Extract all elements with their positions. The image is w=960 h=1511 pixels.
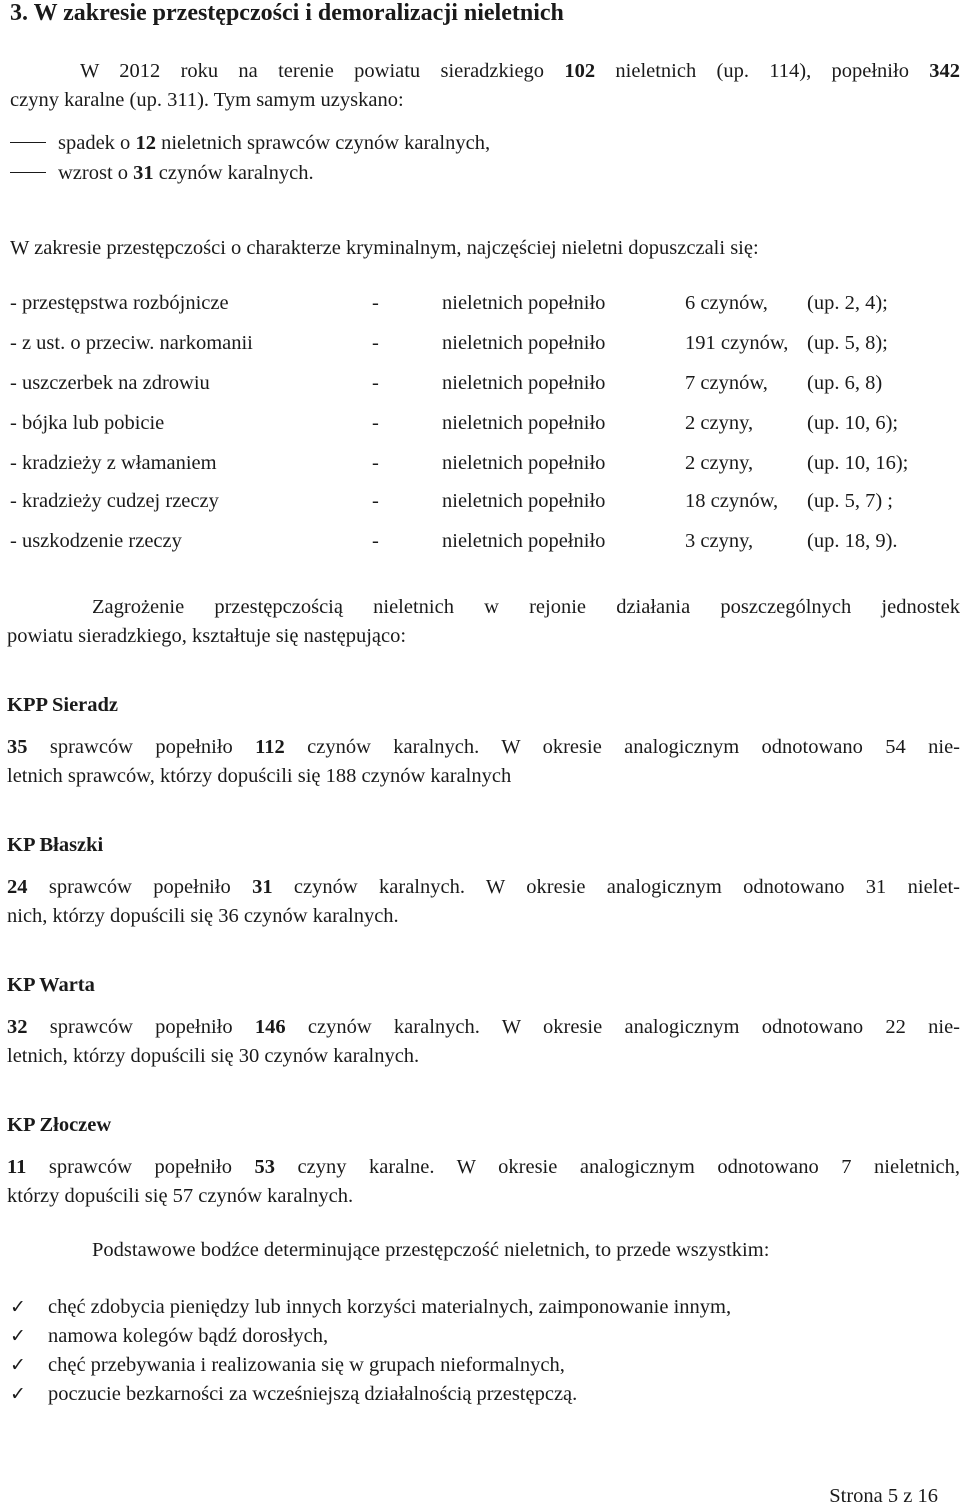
unit-heading: KP Błaszki bbox=[7, 834, 104, 856]
crime-type: - z ust. o przeciw. narkomanii bbox=[10, 332, 253, 354]
unit-text: sprawców popełniło bbox=[27, 736, 256, 758]
unit-offenders-count: 24 bbox=[7, 876, 28, 898]
intro-count-juveniles: 102 bbox=[564, 60, 596, 82]
factor-item bbox=[10, 1351, 565, 1380]
unit-text: czynów karalnych. W okresie analogicznym odnotowano 22 nie- bbox=[285, 1016, 960, 1038]
intro-line-1 bbox=[80, 57, 960, 86]
dash-bullet bbox=[10, 172, 46, 173]
unit-text: sprawców popełniło bbox=[26, 1156, 255, 1178]
unit-line-2: letnich sprawców, którzy dopuścili się 188 czynów karalnych bbox=[7, 765, 512, 787]
crime-verb: nieletnich popełniło bbox=[442, 372, 606, 394]
factor-text: namowa kolegów bądź dorosłych, bbox=[48, 1325, 329, 1347]
crime-previous: (up. 10, 6); bbox=[807, 412, 899, 434]
unit-acts-count: 112 bbox=[255, 736, 285, 758]
unit-text: czynów karalnych. W okresie analogicznym odnotowano 54 nie- bbox=[284, 736, 960, 758]
unit-line-1 bbox=[7, 733, 960, 762]
unit-acts-count: 53 bbox=[254, 1156, 276, 1178]
crime-dash: - bbox=[372, 452, 379, 474]
crime-type: - kradzieży cudzej rzeczy bbox=[10, 490, 219, 512]
crime-type: - bójka lub pobicie bbox=[10, 412, 165, 434]
crime-acts: 7 czynów, bbox=[685, 372, 768, 394]
crime-previous: (up. 5, 8); bbox=[807, 332, 888, 354]
intro-text: nieletnich (up. 114), popełniło bbox=[595, 60, 930, 82]
crime-acts: 191 czynów, bbox=[685, 332, 789, 354]
unit-text: czyny karalne. W okresie analogicznym odnotowano 7 nieletnich, bbox=[275, 1156, 960, 1178]
unit-line-2: nich, którzy dopuścili się 36 czynów karalnych. bbox=[7, 905, 399, 927]
crime-type: - uszkodzenie rzeczy bbox=[10, 530, 182, 552]
factor-item bbox=[10, 1380, 577, 1409]
factor-text: chęć przebywania i realizowania się w grupach nieformalnych, bbox=[48, 1354, 565, 1376]
unit-line-2: którzy dopuścili się 57 czynów karalnych. bbox=[7, 1185, 354, 1207]
crime-dash: - bbox=[372, 332, 379, 354]
checkmark-icon: ✓ bbox=[10, 1383, 26, 1405]
dash-item-number: 12 bbox=[135, 132, 156, 154]
unit-acts-count: 146 bbox=[254, 1016, 286, 1038]
dash-item-text: spadek o bbox=[58, 132, 136, 154]
crime-verb: nieletnich popełniło bbox=[442, 292, 606, 314]
unit-line-1 bbox=[7, 1013, 960, 1042]
unit-heading: KP Złoczew bbox=[7, 1114, 112, 1136]
dash-item bbox=[10, 159, 314, 188]
factor-item bbox=[10, 1322, 328, 1351]
crime-previous: (up. 10, 16); bbox=[807, 452, 909, 474]
unit-heading: KPP Sieradz bbox=[7, 694, 119, 716]
crime-acts: 3 czyny, bbox=[685, 530, 754, 552]
crime-dash: - bbox=[372, 372, 379, 394]
dash-item-text: nieletnich sprawców czynów karalnych, bbox=[155, 132, 491, 154]
checkmark-icon: ✓ bbox=[10, 1296, 26, 1318]
factor-text: poczucie bezkarności za wcześniejszą działalnością przestępczą. bbox=[48, 1383, 578, 1405]
crime-dash: - bbox=[372, 490, 379, 512]
crime-type: - przestępstwa rozbójnicze bbox=[10, 292, 229, 314]
section-heading: 3. W zakresie przestępczości i demoralizacji nieletnich bbox=[10, 0, 564, 26]
threat-line-2: powiatu sieradzkiego, kształtuje się następująco: bbox=[7, 625, 407, 647]
dash-item bbox=[10, 129, 490, 158]
crime-verb: nieletnich popełniło bbox=[442, 332, 606, 354]
factor-text: chęć zdobycia pieniędzy lub innych korzyści materialnych, zaimponowanie innym, bbox=[48, 1296, 732, 1318]
crime-previous: (up. 2, 4); bbox=[807, 292, 888, 314]
unit-text: czynów karalnych. W okresie analogicznym odnotowano 31 nielet- bbox=[272, 876, 960, 898]
unit-line-2: letnich, którzy dopuścili się 30 czynów karalnych. bbox=[7, 1045, 420, 1067]
crime-verb: nieletnich popełniło bbox=[442, 530, 606, 552]
checkmark-icon: ✓ bbox=[10, 1325, 26, 1347]
dash-item-text: czynów karalnych. bbox=[153, 162, 314, 184]
dash-bullet bbox=[10, 142, 46, 143]
crime-dash: - bbox=[372, 412, 379, 434]
crime-previous: (up. 5, 7) ; bbox=[807, 490, 893, 512]
unit-text: sprawców popełniło bbox=[27, 876, 253, 898]
factors-intro: Podstawowe bodźce determinujące przestępczość nieletnich, to przede wszystkim: bbox=[92, 1239, 770, 1261]
unit-acts-count: 31 bbox=[252, 876, 273, 898]
unit-heading: KP Warta bbox=[7, 974, 95, 996]
crime-dash: - bbox=[372, 530, 379, 552]
dash-item-number: 31 bbox=[133, 162, 154, 184]
crime-intro: W zakresie przestępczości o charakterze kryminalnym, najczęściej nieletni dopuszczali się: bbox=[10, 237, 759, 259]
crime-previous: (up. 18, 9). bbox=[807, 530, 898, 552]
crime-acts: 2 czyny, bbox=[685, 452, 754, 474]
crime-verb: nieletnich popełniło bbox=[442, 452, 606, 474]
factor-item bbox=[10, 1293, 731, 1322]
unit-line-1 bbox=[7, 873, 960, 902]
crime-acts: 18 czynów, bbox=[685, 490, 779, 512]
unit-offenders-count: 32 bbox=[7, 1016, 28, 1038]
crime-type: - kradzieży z włamaniem bbox=[10, 452, 217, 474]
page-footer: Strona 5 z 16 bbox=[829, 1485, 938, 1507]
intro-line-2: czyny karalne (up. 311). Tym samym uzyskano: bbox=[10, 89, 404, 111]
threat-line-1: Zagrożenie przestępczością nieletnich w rejonie działania poszczególnych jednostek bbox=[92, 596, 960, 618]
checkmark-icon: ✓ bbox=[10, 1354, 26, 1376]
crime-acts: 2 czyny, bbox=[685, 412, 754, 434]
crime-verb: nieletnich popełniło bbox=[442, 412, 606, 434]
crime-verb: nieletnich popełniło bbox=[442, 490, 606, 512]
intro-count-acts: 342 bbox=[929, 60, 960, 82]
crime-type: - uszczerbek na zdrowiu bbox=[10, 372, 210, 394]
crime-acts: 6 czynów, bbox=[685, 292, 768, 314]
unit-offenders-count: 35 bbox=[7, 736, 28, 758]
intro-text: W 2012 roku na terenie powiatu sieradzkiego bbox=[80, 60, 565, 82]
unit-line-1 bbox=[7, 1153, 960, 1182]
unit-text: sprawców popełniło bbox=[27, 1016, 255, 1038]
unit-offenders-count: 11 bbox=[7, 1156, 27, 1178]
crime-dash: - bbox=[372, 292, 379, 314]
crime-previous: (up. 6, 8) bbox=[807, 372, 883, 394]
dash-item-text: wzrost o bbox=[58, 162, 134, 184]
